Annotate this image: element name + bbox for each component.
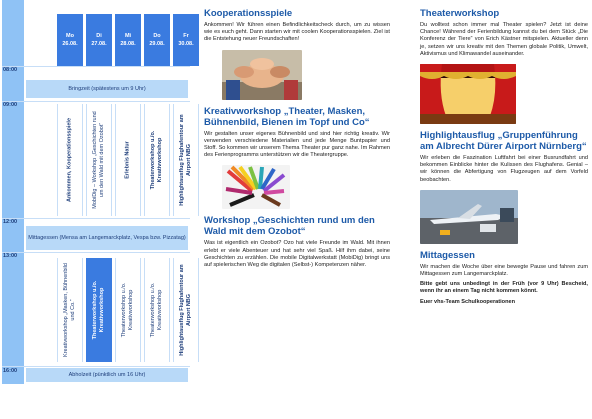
time-label: 16:00 [3, 368, 18, 374]
koop-heading: Kooperationsspiele [204, 8, 293, 19]
day-header: Mo 26.08. [57, 14, 83, 66]
ozobot-heading: Workshop „Geschichten rund um den Wald mit dem Ozobot“ [204, 215, 375, 238]
lunch-heading: Mittagessen [420, 249, 475, 261]
schedule-cell: Theaterworkshop u./o. Kreativworkshop [115, 258, 141, 362]
airport-text: Wir erleben die Faszination Luftfahrt bei einer Busrundfahrt und bekommen Einblicke hinter die Kulissen des Flughafens. Genial – wir können die Abfertigung von Flugzeugen auf dem Vorfeld beobachten. [420, 155, 588, 183]
schedule-cell: Theaterworkshop u./o. Kreativworkshop [86, 258, 112, 362]
day-header: Di 27.08. [86, 14, 112, 66]
middle-column [204, 8, 390, 269]
notice-text: Bitte gebt uns unbedingt in der Früh (vor 9 Uhr) Bescheid, wenn ihr an einem Tag nicht kommen könnt. [420, 281, 588, 295]
hands-photo [222, 50, 302, 100]
airport-photo [420, 190, 518, 244]
lunch-band: Mittagessen (Mensa am Langemarckplatz, Vespa bzw. Pizzatag) [26, 226, 188, 250]
kreativ-heading: Kreativworkshop „Theater, Masken, Bühnenbild, Bienen im Topf und Co“ [204, 105, 370, 128]
pencils-photo [222, 165, 290, 209]
right-column [420, 8, 588, 306]
day-header: Fr 30.08. [173, 14, 199, 66]
schedule-cell: Theaterworkshop u./o. Kreativworkshop [144, 258, 170, 362]
time-column [2, 0, 24, 384]
koop-text: Ankommen! Wir führen einen Befindlichkeitscheck durch, um zu wissen wie es euch geht. Dann starten wir mit coolen Kooperationsspielen. Ziel ist die Entstehung neuer Freundschaften! [204, 22, 390, 43]
time-label: 08:00 [3, 67, 18, 73]
airport-heading: Highlightausflug „Gruppenführung am Albrecht Dürer Airport Nürnberg“ [420, 130, 587, 153]
day-header: Do 29.08. [144, 14, 170, 66]
schedule-cell: Theaterworkshop u./o. Kreativworkshop [144, 104, 170, 216]
kreativ-text: Wir gestalten unser eigenes Bühnenbild und sind hier richtig kreativ. Wir verwenden verschiedene Materialien und jede Menge Buntpapier und Stoff. So kommen wir unserem Thema Theater pur ganz nahe. Im Rahmen des Ferienprogramms unterstützen wir die Theatergruppe. [204, 130, 390, 159]
schedule-table [2, 0, 192, 384]
schedule-cell: Erlebnis Natur [115, 104, 141, 216]
time-label: 09:00 [3, 102, 18, 108]
lunch-text: Wir machen die Woche über eine bewegte Pause und fahren zum Mittagessen zum Langemarckplatz. [420, 263, 588, 278]
time-label: 12:00 [3, 219, 18, 225]
schedule-cell: Highlightausflug Flughafentour am Airport NBG [173, 258, 199, 362]
schedule-cell: MobiDig – Workshop „Geschichten rund um den Wald mit dem Ozobot“ [86, 104, 112, 216]
day-header-row [57, 0, 199, 66]
signature-text: Euer vhs-Team Schulkooperationen [420, 298, 516, 305]
time-label: 13:00 [3, 253, 18, 259]
schedule-cell: Kreativworkshop „Masken, Bühnenbild und Co.“ [57, 258, 83, 362]
bring-time-band: Bringzeit (spätestens um 9 Uhr) [26, 80, 188, 98]
schedule-cell: Ankommen, Kooperationsspiele [57, 104, 83, 216]
theater-text: Du wolltest schon immer mal Theater spielen? Jetzt ist deine Chance! Während der Ferienbildung kannst du bei dem Stück „Die Konferenz der Tiere“ von Erich Kästner mitspielen. Aktueller denn je, setzen wir uns kreativ mit den Themen globale Politik, Umwelt, Aktivismus und Klimawandel auseinander. [420, 22, 588, 57]
stage-curtain-image [420, 64, 516, 124]
pickup-band: Abholzeit (pünktlich um 16 Uhr) [26, 368, 188, 382]
ozobot-text: Was ist eigentlich ein Ozobot? Ozo hat viele Freunde im Wald. Mit ihnen erlebt er viele Abenteuer und hat sehr viel Spaß. Hilf ihm dabei, seine Geschichten zu erzählen. Die mobile Digitalwerkstatt (MobiDig) bringt uns auf spielerischen Weg die digitalen (Selbst-) Kompetenzen näher. [204, 240, 390, 269]
theater-heading: Theaterworkshop [420, 8, 500, 19]
day-header: Mi 28.08. [115, 14, 141, 66]
schedule-cell: Highlightausflug Flughafentour am Airport NBG [173, 104, 199, 216]
